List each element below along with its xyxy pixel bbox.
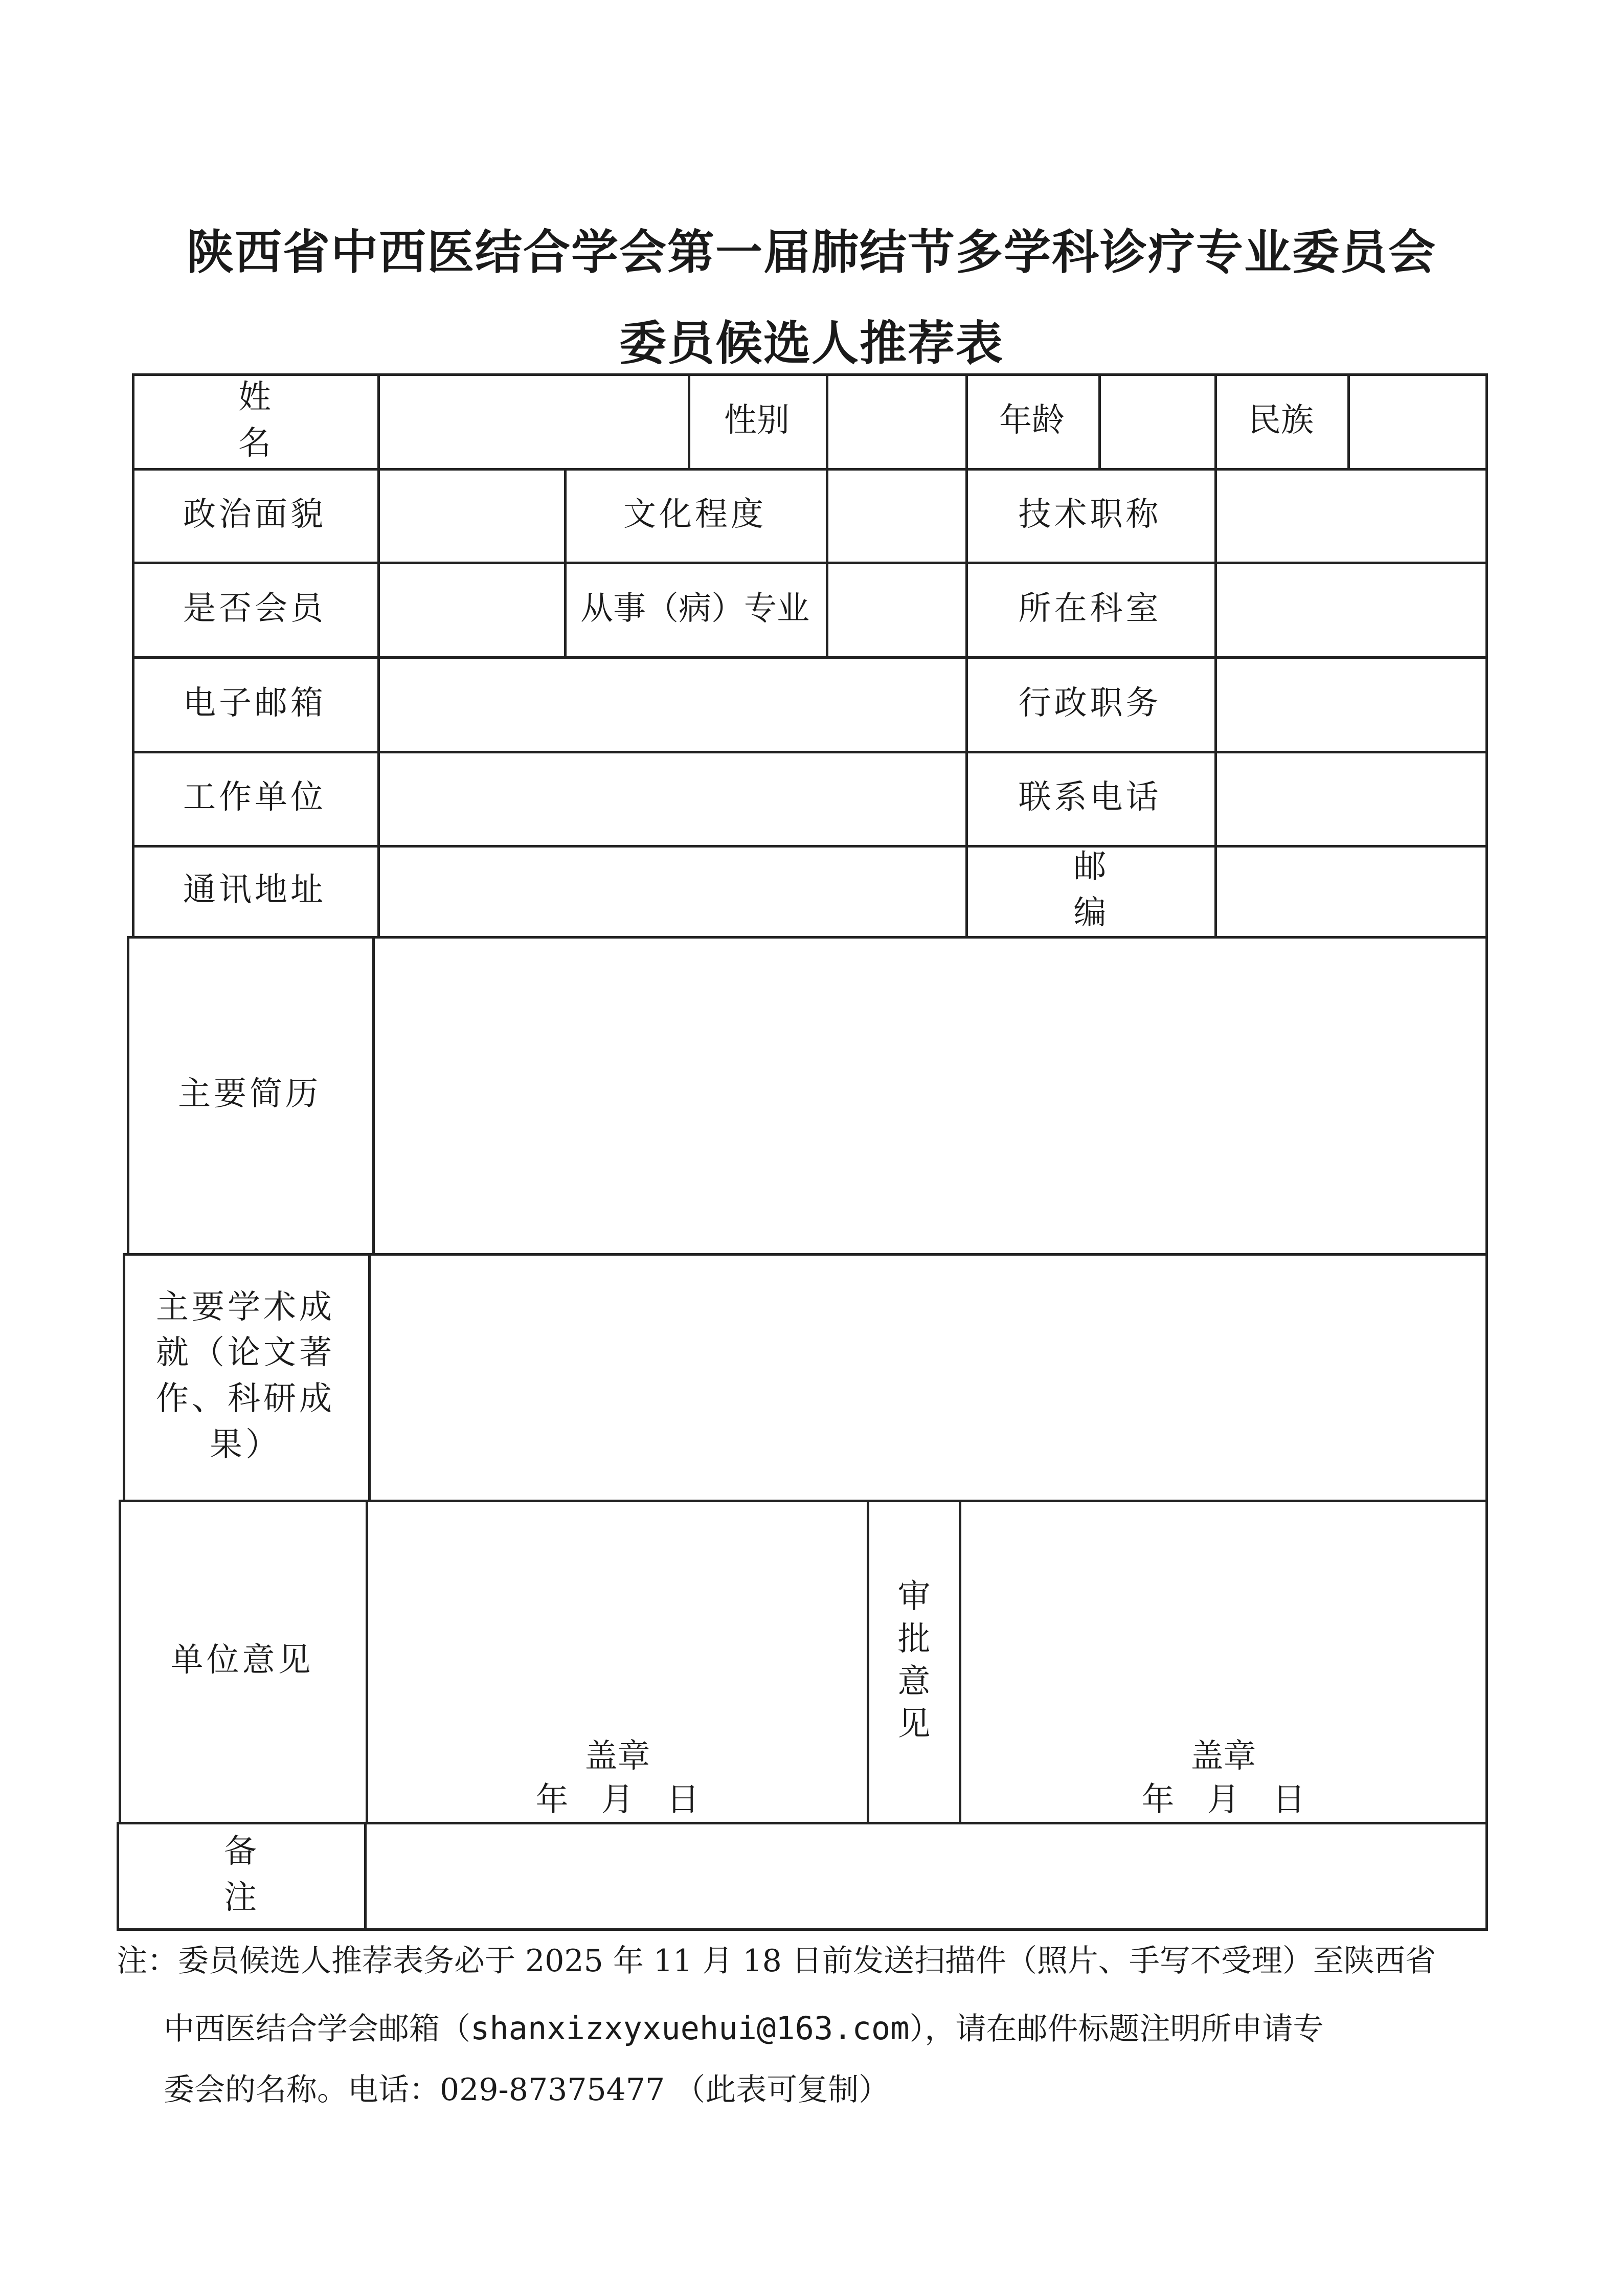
unit-seal-text: 盖章 [584,1737,650,1776]
unit-opinion-label: 单位意见 [170,1641,314,1680]
email-label: 电子邮箱 [183,684,326,722]
resume-field[interactable] [375,939,1484,1252]
member-field[interactable] [380,564,563,655]
education-field[interactable] [828,471,964,561]
admin-post-field[interactable] [1217,659,1484,750]
remarks-field[interactable] [367,1824,1484,1927]
footnote-prefix: 注： [117,1943,178,1979]
workplace-label: 工作单位 [183,778,326,817]
age-label: 年龄 [999,401,1065,439]
department-label: 所在科室 [1018,589,1162,628]
form-subtitle: 委员候选人推荐表 [619,316,1004,371]
name-field[interactable] [380,376,687,467]
footnote-text-3: 委会的名称。电话：029-87375477 （此表可复制） [164,2072,890,2108]
contact-email-link[interactable]: shanxizxyxuehui@163.com [470,2010,910,2047]
education-label: 文化程度 [623,495,767,533]
remarks-label: 备注 [224,1833,333,1916]
political-status-field[interactable] [380,471,563,561]
address-label: 通讯地址 [183,871,326,909]
footnote-line-3 [164,2066,1503,2114]
workplace-field[interactable] [380,753,964,844]
specialty-label: 从事（病）专业 [580,589,809,628]
approval-date-text: 年 月 日 [1141,1781,1305,1819]
gender-label: 性别 [724,401,790,439]
age-field[interactable] [1101,376,1213,467]
postcode-field[interactable] [1217,848,1484,935]
specialty-field[interactable] [828,564,964,655]
achievements-field[interactable] [371,1256,1484,1499]
technical-title-label: 技术职称 [1018,495,1162,533]
email-field[interactable] [380,659,964,750]
footnote-text-1: 委员候选人推荐表务必于 2025 年 11 月 18 日前发送扫描件（照片、手写不受理）至陕西省 [178,1943,1436,1979]
footnote-text-2a: 中西医结合学会邮箱（ [164,2011,470,2047]
phone-label: 联系电话 [1018,778,1162,817]
admin-post-label: 行政职务 [1018,684,1162,722]
address-field[interactable] [380,848,964,935]
footnote-text-2b: ），请在邮件标题注明所申请专 [909,2011,1324,2047]
unit-date-text: 年 月 日 [535,1781,700,1819]
ethnicity-label: 民族 [1248,401,1314,439]
table-border-right [1485,373,1488,1931]
ethnicity-field[interactable] [1350,376,1484,467]
political-status-label: 政治面貌 [183,495,326,533]
member-label: 是否会员 [183,589,326,628]
table-border-bottom [117,1928,1488,1931]
approval-opinion-label: 审 批 意 见 [897,1577,931,1744]
postcode-label: 邮编 [1073,848,1183,932]
achievements-label: 主要学术成就（论文著作、科研成果） [156,1288,335,1464]
technical-title-field[interactable] [1217,471,1484,561]
phone-field[interactable] [1217,753,1484,844]
gender-field[interactable] [828,376,964,467]
approval-seal-text: 盖章 [1190,1737,1256,1776]
form-title: 陕西省中西医结合学会第一届肺结节多学科诊疗专业委员会 [186,225,1436,280]
footnote-line-2 [164,2004,1503,2053]
department-field[interactable] [1217,564,1484,655]
footnote-line-1 [117,1937,1507,1985]
name-label: 姓名 [238,378,348,462]
resume-label: 主要简历 [178,1075,321,1113]
